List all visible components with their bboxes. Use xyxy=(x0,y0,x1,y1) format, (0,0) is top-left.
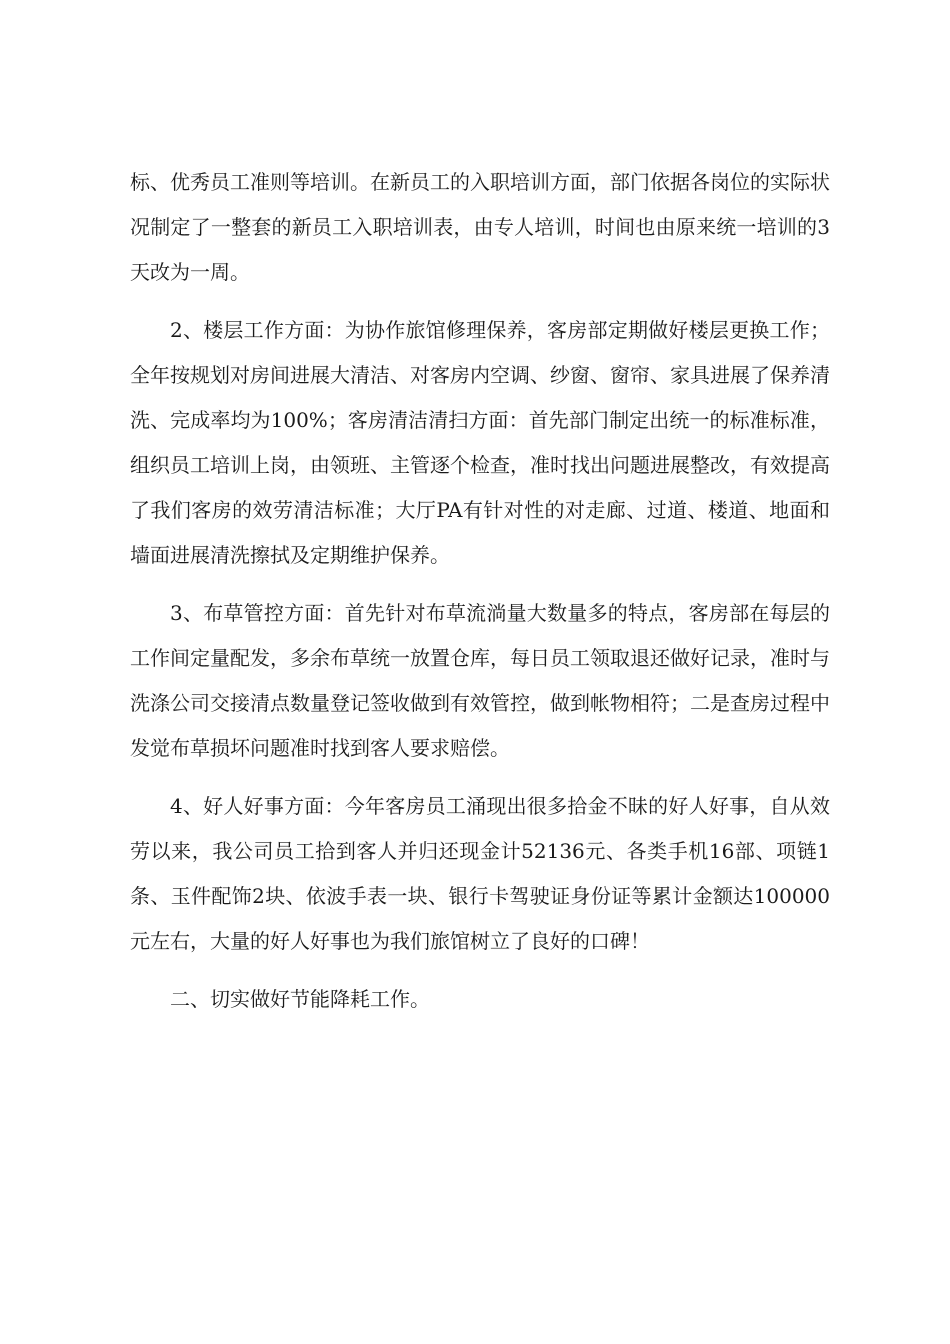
paragraph-spacer xyxy=(130,295,830,308)
paragraph-linen-control: 3、布草管控方面：首先针对布草流淌量大数量多的特点，客房部在每层的工作间定量配发，多余布草统一放置仓库，每日员工领取退还做好记录，准时与洗涤公司交接清点数量登记签收做到有效管控，做到帐物相符；二是查房过程中发觉布草损坏问题准时找到客人要求赔偿。 xyxy=(130,601,830,760)
paragraph-spacer xyxy=(130,578,830,591)
paragraph-training-continued: 标、优秀员工准则等培训。在新员工的入职培训方面，部门依据各岗位的实际状况制定了一整套的新员工入职培训表，由专人培训，时间也由原来统一培训的3天改为一周。 xyxy=(130,170,830,284)
section-heading-energy-saving: 二、切实做好节能降耗工作。 xyxy=(170,987,430,1011)
paragraph-good-deeds: 4、好人好事方面：今年客房员工涌现出很多拾金不昧的好人好事，自从效劳以来，我公司员工拾到客人并归还现金计52136元、各类手机16部、项链1条、玉件配饰2块、依波手表一块、银行卡驾驶证身份证等累计金额达100000元左右，大量的好人好事也为我们旅馆树立了良好的口碑！ xyxy=(130,794,830,953)
paragraph-floor-work: 2、楼层工作方面：为协作旅馆修理保养，客房部定期做好楼层更换工作；全年按规划对房间进展大清洁、对客房内空调、纱窗、窗帘、家具进展了保养清洗、完成率均为100%；客房清洁清扫方面：首先部门制定出统一的标准标准，组织员工培训上岗，由领班、主管逐个检查，准时找出问题进展整改，有效提高了我们客房的效劳清洁标准；大厅PA有针对性的对走廊、过道、楼道、地面和墙面进展清洗擦拭及定期维护保养。 xyxy=(130,318,830,567)
paragraph-spacer xyxy=(130,964,830,977)
paragraph-spacer xyxy=(130,771,830,784)
document-body xyxy=(130,160,830,1022)
